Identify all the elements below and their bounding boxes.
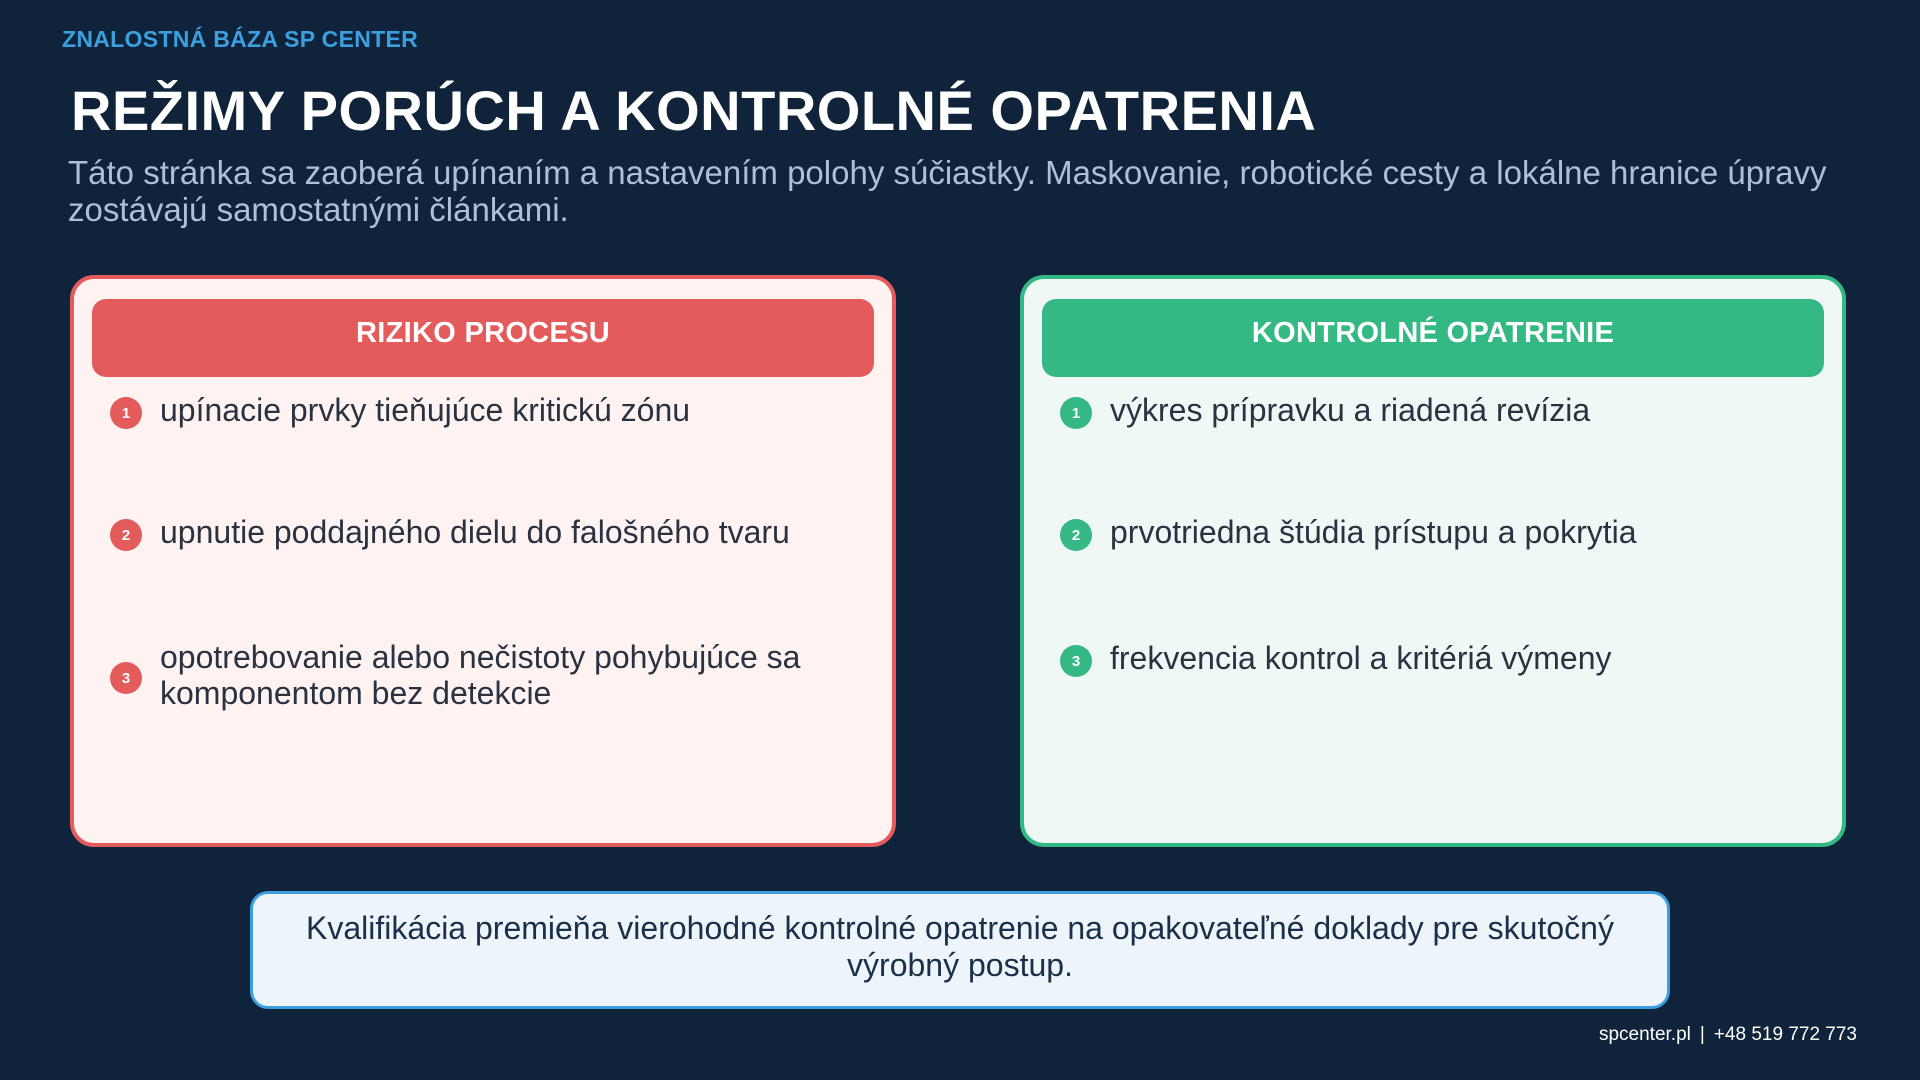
- control-card: [1020, 275, 1846, 847]
- page-subtitle: Táto stránka sa zaoberá upínaním a nastavením polohy súčiastky. Maskovanie, robotické cesty a lokálne hranice úpravy zostávajú samostatnými článkami.: [68, 154, 1827, 228]
- risk-card-heading: RIZIKO PROCESU: [92, 299, 874, 377]
- footer-website: spcenter.pl: [1598, 1024, 1691, 1045]
- risk-item-text: opotrebovanie alebo nečistoty pohybujúce sa komponentom bez detekcie: [160, 639, 801, 711]
- risk-item-1: [110, 391, 850, 429]
- control-item-text: výkres prípravku a riadená revízia: [1110, 392, 1591, 428]
- control-card-heading: KONTROLNÉ OPATRENIE: [1042, 299, 1824, 377]
- risk-item-text: upínacie prvky tieňujúce kritickú zónu: [160, 392, 691, 428]
- summary-callout-text: Kvalifikácia premieňa vierohodné kontrolné opatrenie na opakovateľné doklady pre skutočný výrobný postup.: [306, 910, 1614, 983]
- page-title: REŽIMY PORÚCH A KONTROLNÉ OPATRENIA: [71, 79, 1317, 142]
- summary-callout: [250, 891, 1670, 1009]
- number-badge: 3: [1060, 645, 1092, 677]
- footer-phone: +48 519 772 773: [1713, 1024, 1857, 1045]
- control-item-2: [1060, 513, 1800, 551]
- control-item-1: [1060, 391, 1800, 429]
- risk-item-2: [110, 513, 850, 551]
- control-item-3: [1060, 639, 1800, 677]
- risk-item-3: [110, 639, 850, 711]
- risk-item-text: upnutie poddajného dielu do falošného tvaru: [160, 514, 790, 550]
- footer-contact: [1599, 1024, 1857, 1046]
- number-badge: 1: [1060, 397, 1092, 429]
- control-item-text: frekvencia kontrol a kritériá výmeny: [1110, 640, 1612, 676]
- number-badge: 1: [110, 397, 142, 429]
- risk-card: [70, 275, 896, 847]
- footer-separator: |: [1699, 1024, 1705, 1045]
- number-badge: 3: [110, 662, 142, 694]
- control-item-text: prvotriedna štúdia prístupu a pokrytia: [1110, 514, 1637, 550]
- number-badge: 2: [1060, 519, 1092, 551]
- kicker-label: ZNALOSTNÁ BÁZA SP CENTER: [62, 26, 419, 52]
- number-badge: 2: [110, 519, 142, 551]
